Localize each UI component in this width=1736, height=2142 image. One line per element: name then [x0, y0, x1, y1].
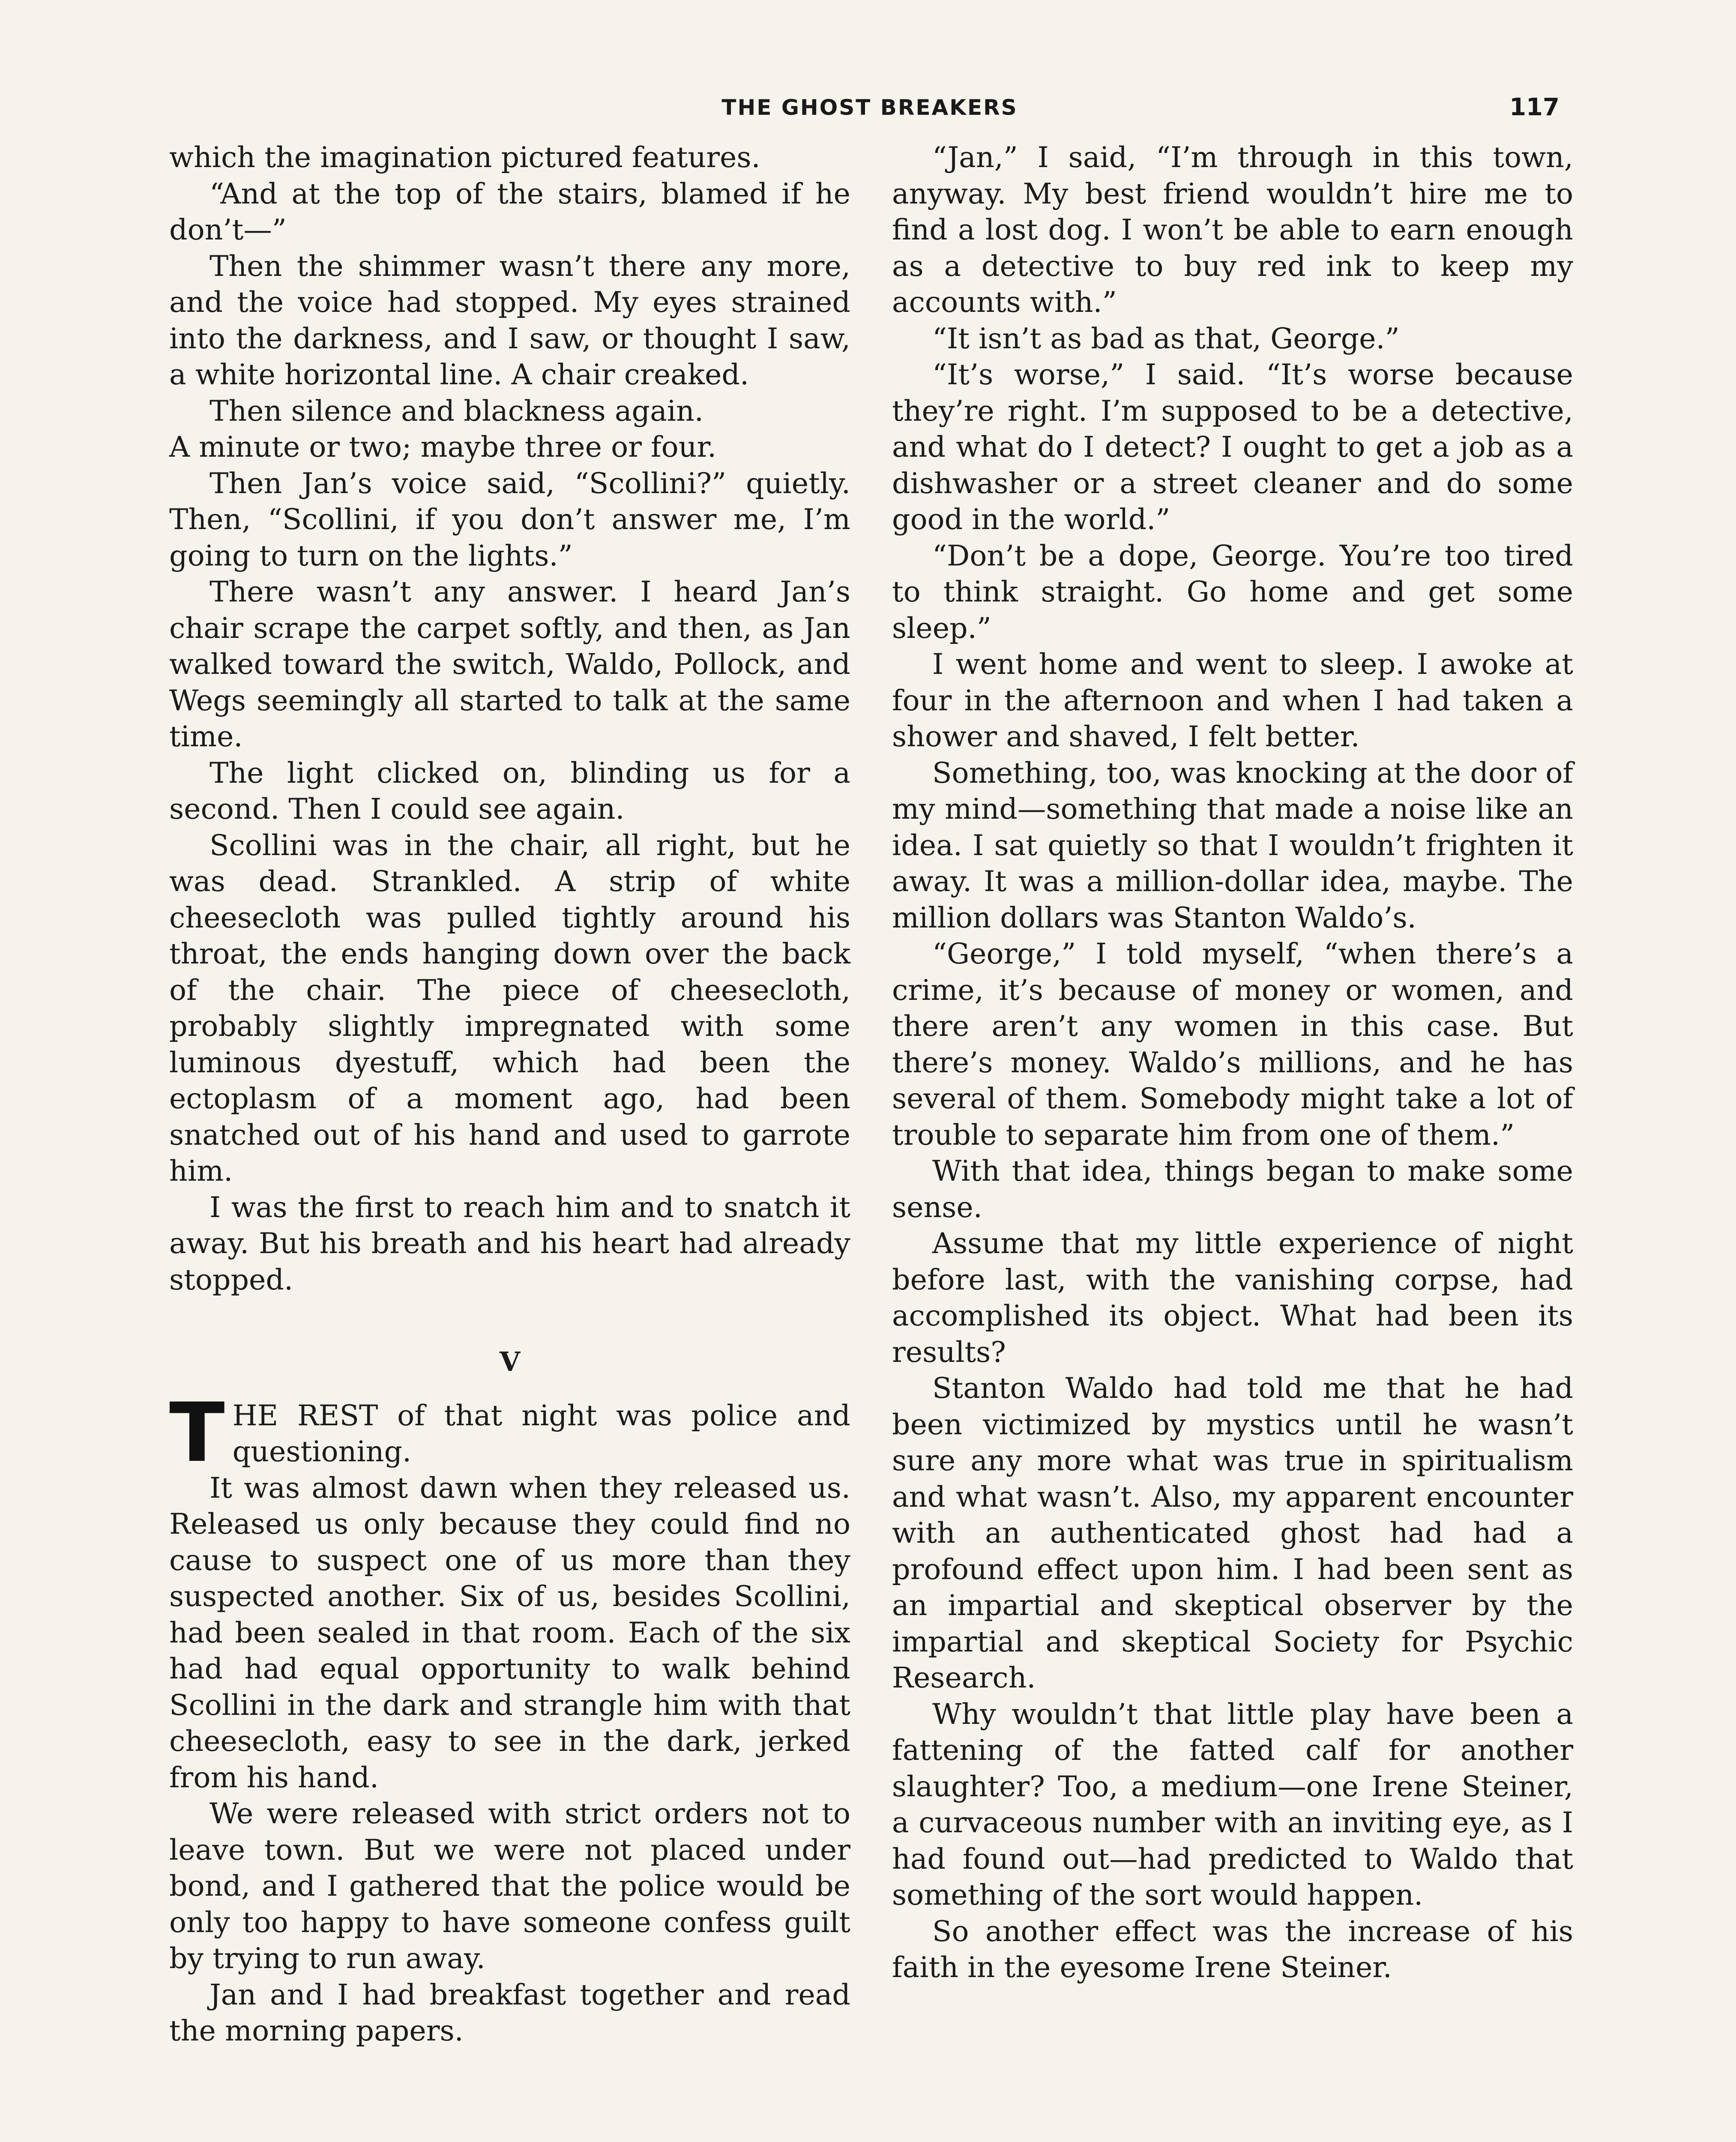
paragraph: Then silence and blackness again.: [210, 394, 703, 428]
paragraph: Then Jan’s voice said, “Scollini?” quietly. Then, “Scollini, if you don’t answer me, I’m going to turn on the lights.”: [169, 466, 850, 572]
paragraph: I went home and went to sleep. I awoke at four in the afternoon and when I had taken a shower and shaved, I felt better.: [892, 647, 1573, 753]
paragraph: Why wouldn’t that little play have been a fattening of the fatted calf for another slaughter? Too, a medium—one Irene Steiner, a curvaceous number with an inviting eye, as I had found out—had predicted to Waldo that something of the sort would happen.: [892, 1697, 1573, 1912]
paragraph: So another effect was the increase of his faith in the eyesome Irene Steiner.: [892, 1914, 1573, 1984]
paragraph: A minute or two; maybe three or four.: [169, 430, 717, 464]
paragraph: It was almost dawn when they released us. Released us only because they could find no cause to suspect one of us more than they suspected another. Six of us, besides Scollini, had been sealed in that room. Each of the six had had equal opportunity to walk behind Scollini in the dark and strangle him with that cheesecloth, easy to see in the dark, jerked from his hand.: [169, 1471, 850, 1794]
paragraph: The light clicked on, blinding us for a second. Then I could see again.: [169, 756, 850, 826]
paragraph: Assume that my little experience of night before last, with the vanishing corpse, had accomplished its object. What had been its results?: [892, 1227, 1573, 1369]
paragraph: [169, 1385, 850, 1480]
section-heading: V: [499, 1346, 521, 1377]
right-column: [892, 139, 1573, 1986]
paragraph-text: HE REST of that night was police and questioning.: [232, 1398, 850, 1468]
paragraph: which the imagination pictured features.: [169, 141, 760, 174]
paragraph: Jan and I had breakfast together and read the morning papers.: [169, 1977, 850, 2047]
paragraph: Something, too, was knocking at the door of my mind—something that made a noise like an idea. I sat quietly so that I wouldn’t frighten it away. It was a million-dollar idea, maybe. The million dollars was Stanton Waldo’s.: [892, 756, 1573, 934]
left-column: [169, 139, 850, 2049]
paragraph: There wasn’t any answer. I heard Jan’s chair scrape the carpet softly, and then, as Jan walked toward the switch, Waldo, Pollock, and Wegs seemingly all started to talk at the same time.: [169, 575, 850, 753]
paragraph: “Jan,” I said, “I’m through in this town, anyway. My best friend wouldn’t hire me to find a lost dog. I won’t be able to earn enough as a detective to buy red ink to keep my accounts with.”: [892, 141, 1573, 319]
running-head: THE GHOST BREAKERS: [721, 95, 1018, 120]
paragraph: “And at the top of the stairs, blamed if he don’t—”: [169, 177, 850, 246]
paragraph: I was the first to reach him and to snatch it away. But his breath and his heart had already stopped.: [169, 1190, 850, 1296]
paragraph: Stanton Waldo had told me that he had been victimized by mystics until he wasn’t sure any more what was true in spiritualism and what wasn’t. Also, my apparent encounter with an authenticated ghost had had a profound effect upon him. I had been sent as an impartial and skeptical observer by the impartial and skeptical Society for Psychic Research.: [892, 1371, 1573, 1694]
paragraph: “Don’t be a dope, George. You’re too tired to think straight. Go home and get some sleep.”: [892, 538, 1573, 645]
paragraph: Then the shimmer wasn’t there any more, and the voice had stopped. My eyes strained into the darkness, and I saw, or thought I saw, a white horizontal line. A chair creaked.: [169, 249, 850, 391]
paragraph: Scollini was in the chair, all right, but he was dead. Strankled. A strip of white cheesecloth was pulled tightly around his throat, the ends hanging down over the back of the chair. The piece of cheesecloth, probably slightly impregnated with some luminous dyestuff, which had been the ectoplasm of a moment ago, had been snatched out of his hand and used to garrote him.: [169, 828, 850, 1188]
paragraph: “It’s worse,” I said. “It’s worse because they’re right. I’m supposed to be a detective, and what do I detect? I ought to get a job as a dishwasher or a street cleaner and do some good in the world.”: [892, 358, 1573, 536]
paragraph: “It isn’t as bad as that, George.”: [932, 321, 1400, 355]
drop-cap: T: [169, 1385, 225, 1480]
paragraph: With that idea, things began to make some sense.: [892, 1154, 1573, 1224]
paragraph: “George,” I told myself, “when there’s a crime, it’s because of money or women, and there aren’t any women in this case. But there’s money. Waldo’s millions, and he has several of them. Somebody might take a lot of trouble to separate him from one of them.”: [892, 937, 1573, 1152]
paragraph: We were released with strict orders not to leave town. But we were not placed under bond, and I gathered that the police would be only too happy to have someone confess guilt by trying to run away.: [169, 1797, 850, 1975]
page-number: 117: [1509, 93, 1559, 121]
